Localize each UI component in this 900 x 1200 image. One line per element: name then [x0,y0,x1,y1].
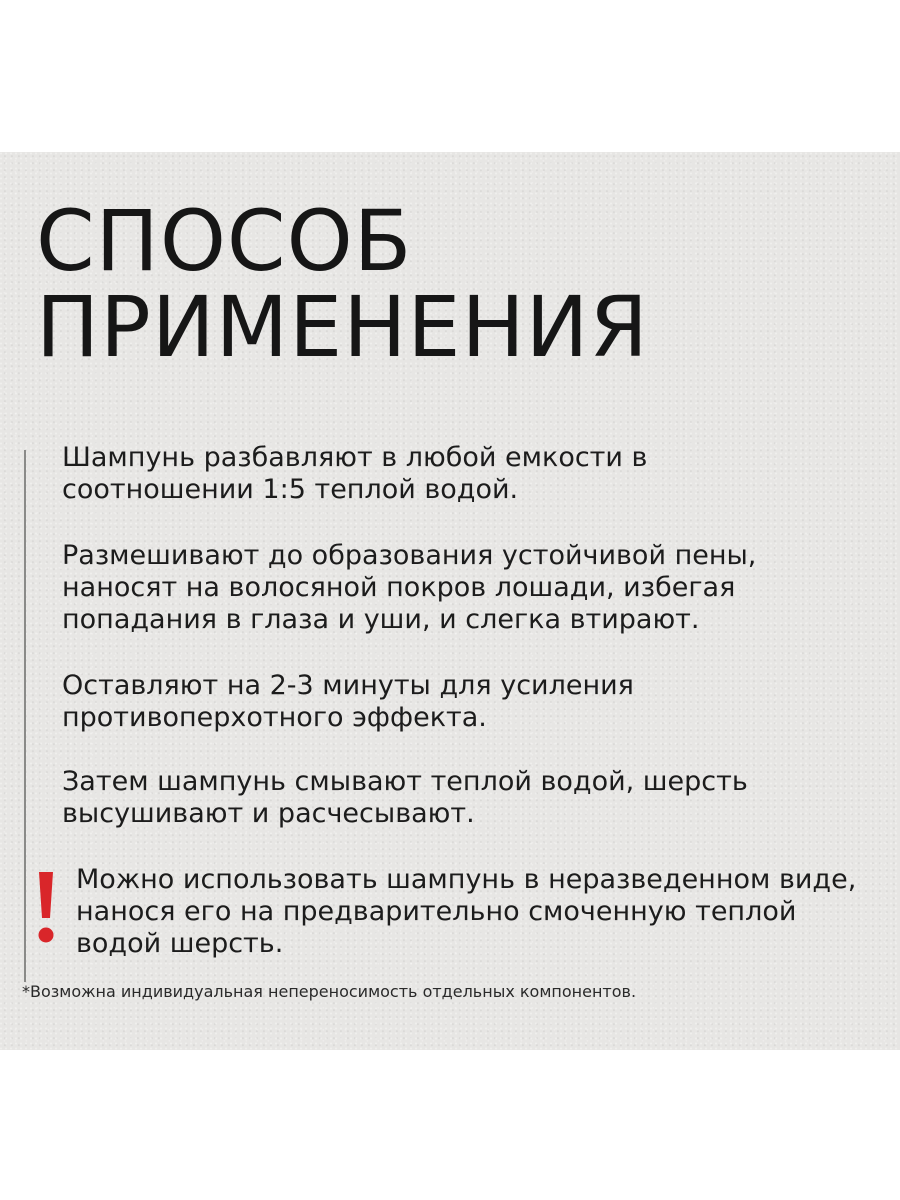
title-line-2: ПРИМЕНЕНИЯ [36,278,649,376]
warning-note [76,864,856,960]
step-2-line-3: попадания в глаза и уши, и слегка втирают. [62,604,700,635]
step-3-line-2: противоперхотного эффекта. [62,702,487,733]
page-title [36,192,649,376]
instructions-card [0,152,900,1050]
step-paragraph-1 [62,442,647,506]
step-paragraph-4 [62,766,748,830]
step-2-line-2: наносят на волосяной покров лошади, избегая [62,572,736,603]
warning-line-3: водой шерсть. [76,928,284,959]
title-line-1: СПОСОБ [36,192,413,290]
exclamation-icon [36,872,56,944]
step-1-line-1: Шампунь разбавляют в любой емкости в [62,442,648,473]
warning-line-1: Можно использовать шампунь в неразведенном виде, [76,864,857,895]
step-paragraph-3 [62,670,634,734]
step-4-line-1: Затем шампунь смывают теплой водой, шерсть [62,766,748,797]
vertical-divider [24,450,26,982]
step-4-line-2: высушивают и расчесывают. [62,798,475,829]
step-3-line-1: Оставляют на 2-3 минуты для усиления [62,670,634,701]
step-paragraph-2 [62,540,756,636]
warning-line-2: нанося его на предварительно смоченную теплой [76,896,797,927]
step-2-line-1: Размешивают до образования устойчивой пены, [62,540,757,571]
footnote: *Возможна индивидуальная непереносимость отдельных компонентов. [22,982,637,1001]
step-1-line-2: соотношении 1:5 теплой водой. [62,474,519,505]
